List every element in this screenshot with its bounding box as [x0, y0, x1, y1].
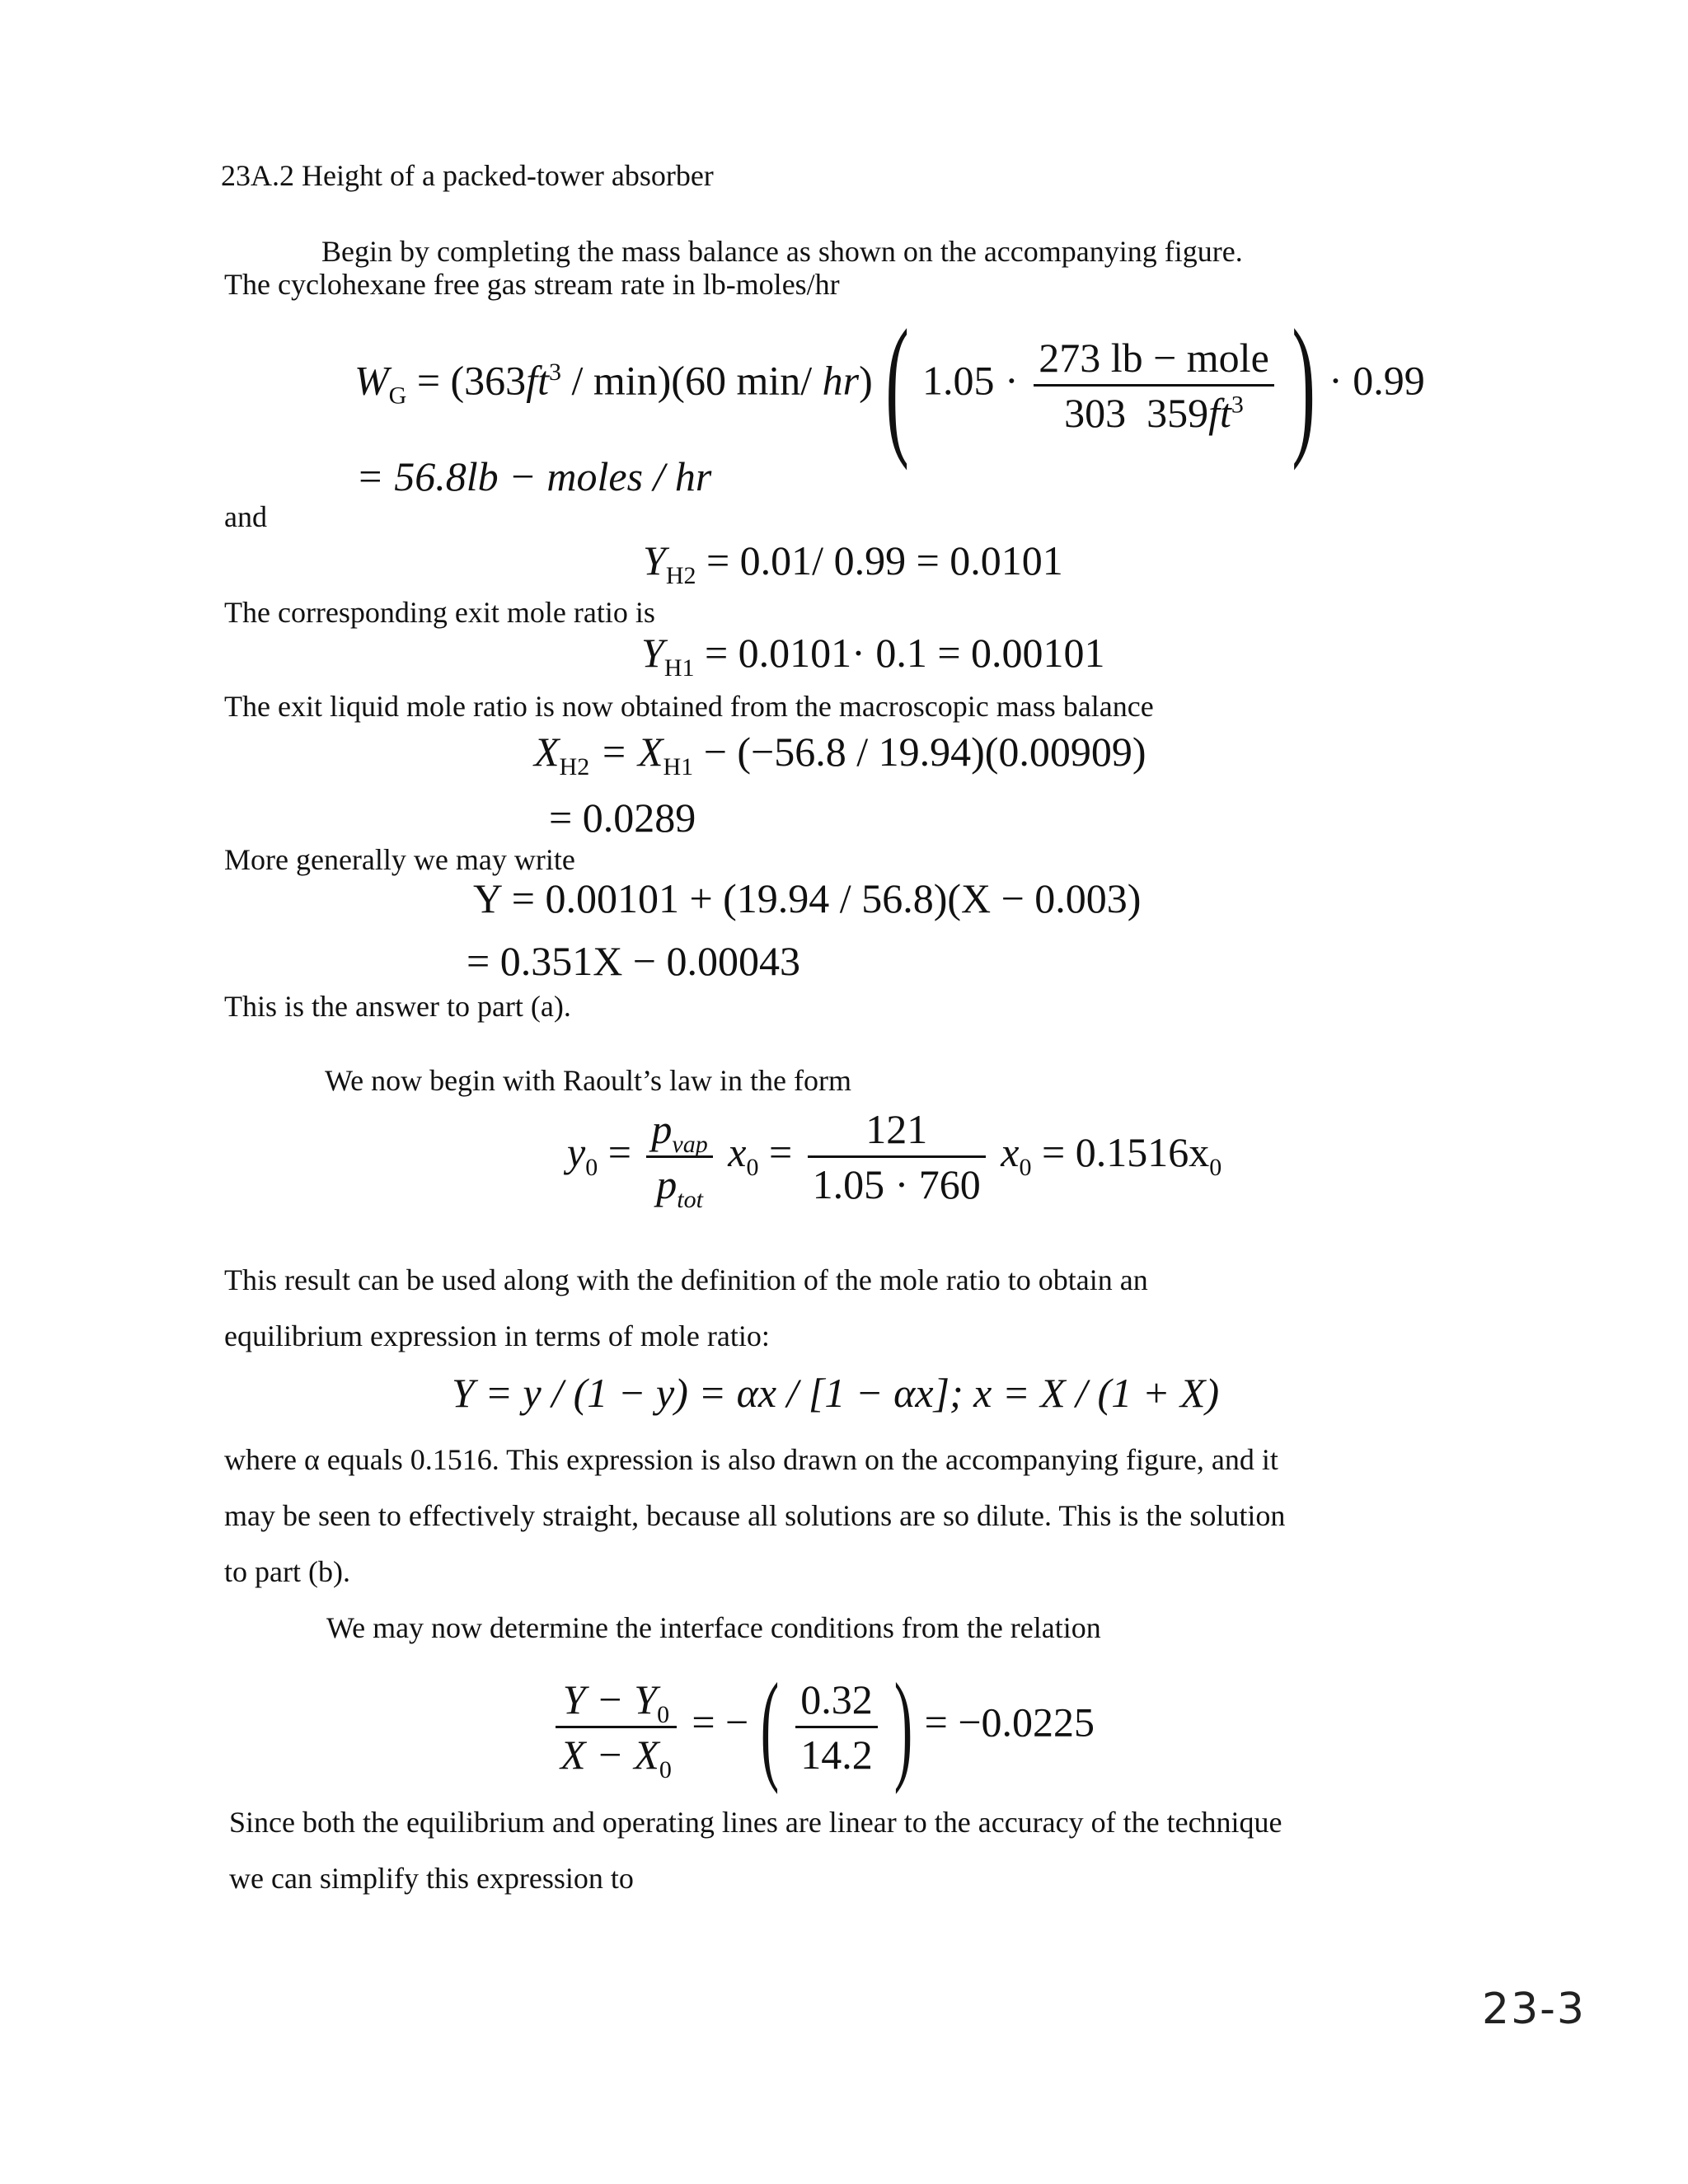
- eq-symbol: X: [534, 729, 560, 775]
- eq-subscript: tot: [677, 1186, 703, 1213]
- fraction-numerator: [556, 1676, 677, 1728]
- eq-text: = −0.0225: [924, 1699, 1095, 1746]
- equation-raoult: [567, 1106, 1222, 1213]
- eq-symbol: p: [656, 1161, 678, 1207]
- paragraph-line: to part (b).: [224, 1555, 350, 1588]
- close-paren-large: ): [1292, 298, 1316, 471]
- equation-yh1: [641, 628, 1105, 682]
- eq-subscript: H1: [663, 753, 694, 780]
- equation-xh2: [534, 727, 1146, 780]
- eq-symbol: W: [354, 357, 389, 404]
- paragraph-line: we can simplify this expression to: [229, 1862, 634, 1895]
- paragraph-line: The cyclohexane free gas stream rate in lb-moles/hr: [224, 268, 840, 301]
- paragraph-line: equilibrium expression in terms of mole ratio:: [224, 1319, 770, 1352]
- eq-text: =: [768, 1128, 793, 1175]
- fraction-numeric: [808, 1106, 986, 1207]
- eq-subscript: 0: [659, 1755, 672, 1783]
- fraction-denominator: [646, 1158, 712, 1213]
- eq-text: Y − Y: [562, 1675, 658, 1722]
- eq-text: / min)(60 min/: [571, 357, 813, 404]
- eq-symbol: x: [728, 1128, 747, 1175]
- eq-symbol: hr: [822, 357, 860, 404]
- eq-text: = (363: [416, 357, 527, 404]
- eq-text: = 0.0101· 0.1 = 0.00101: [704, 630, 1105, 676]
- paragraph-line: and: [224, 500, 267, 533]
- equation-equilibrium: [452, 1368, 1219, 1418]
- paragraph-line: Begin by completing the mass balance as shown on the accompanying figure.: [321, 235, 1243, 268]
- eq-text: X − X: [560, 1731, 659, 1778]
- paragraph-line: The exit liquid mole ratio is now obtained from the macroscopic mass balance: [224, 690, 1154, 723]
- fraction-pressure: [646, 1106, 712, 1213]
- eq-text: = −: [692, 1699, 749, 1746]
- equation-yh2: [643, 536, 1063, 589]
- equation-operating-line: Y = 0.00101 + (19.94 / 56.8)(X − 0.003): [473, 875, 1142, 921]
- eq-subscript: H2: [559, 753, 590, 780]
- section-heading: 23A.2 Height of a packed-tower absorber: [221, 159, 714, 192]
- eq-text: 359: [1146, 389, 1209, 436]
- paragraph-line: The corresponding exit mole ratio is: [224, 596, 655, 629]
- eq-subscript: 0: [585, 1153, 598, 1181]
- eq-text: − (−56.8 / 19.94)(0.00909): [703, 729, 1146, 775]
- eq-subscript: 0: [746, 1153, 759, 1181]
- eq-symbol: y: [567, 1128, 586, 1175]
- equation-wg: [354, 298, 1425, 471]
- eq-text: Y = y / (1 − y) = αx / [1 − αx]; x = X / (1 + X): [452, 1370, 1220, 1416]
- eq-subscript: H1: [663, 654, 695, 682]
- fraction-numerator: 121: [808, 1106, 986, 1158]
- eq-text: ): [859, 357, 873, 404]
- fraction-numerator: 273 lb − mole: [1034, 335, 1274, 387]
- page-number: 23-3: [1482, 1985, 1587, 2034]
- eq-symbol: ft: [1208, 389, 1231, 436]
- eq-subscript: 0: [1019, 1153, 1032, 1181]
- eq-symbol: p: [651, 1106, 673, 1152]
- open-paren-large: (: [760, 1658, 779, 1795]
- eq-text: = 0.1516x: [1042, 1128, 1210, 1175]
- fraction-denominator: [556, 1728, 677, 1783]
- paragraph-line: This is the answer to part (a).: [224, 990, 571, 1023]
- paragraph-line: may be seen to effectively straight, because all solutions are so dilute. This is the solution: [224, 1499, 1286, 1532]
- eq-text: · 0.99: [1329, 357, 1425, 404]
- eq-symbol: ft: [526, 357, 549, 404]
- fraction-ratio: [795, 1676, 878, 1778]
- eq-text: 303: [1064, 389, 1127, 436]
- paragraph-line: where α equals 0.1516. This expression is also drawn on the accompanying figure, and it: [224, 1443, 1278, 1476]
- paragraph-line: Since both the equilibrium and operating lines are linear to the accuracy of the technique: [229, 1806, 1282, 1839]
- eq-superscript: 3: [548, 358, 561, 386]
- fraction-numerator: [646, 1106, 712, 1158]
- eq-subscript: H2: [665, 562, 696, 589]
- equation-xh2-result: = 0.0289: [549, 794, 696, 841]
- eq-text: = 56.8lb − moles / hr: [356, 453, 712, 499]
- fraction-slope: [556, 1675, 677, 1783]
- equation-operating-line-result: = 0.351X − 0.00043: [467, 938, 801, 984]
- open-paren-large: (: [885, 298, 910, 471]
- eq-text: = 0.01/ 0.99 = 0.0101: [706, 537, 1063, 583]
- paragraph-line: We now begin with Raoult’s law in the form: [325, 1064, 851, 1097]
- eq-subscript: 0: [657, 1700, 670, 1728]
- eq-subscript: 0: [1209, 1153, 1222, 1181]
- fraction-denominator: 1.05 · 760: [812, 1161, 981, 1207]
- eq-subscript: G: [388, 382, 407, 410]
- fraction-denominator: 14.2: [800, 1731, 873, 1778]
- eq-symbol: Y: [641, 630, 664, 676]
- eq-subscript: vap: [672, 1131, 708, 1158]
- paragraph-line: More generally we may write: [224, 843, 575, 876]
- fraction-denominator: [1034, 387, 1274, 436]
- fraction-molar-volume: [1034, 335, 1274, 436]
- eq-superscript: 3: [1231, 390, 1244, 418]
- eq-symbol: x: [1001, 1128, 1020, 1175]
- eq-symbol: Y: [643, 537, 666, 583]
- paragraph-line: This result can be used along with the definition of the mole ratio to obtain an: [224, 1263, 1148, 1296]
- close-paren-large: ): [893, 1658, 913, 1795]
- equation-wg-result: [356, 452, 711, 501]
- eq-text: 1.05 ·: [922, 357, 1019, 404]
- eq-text: =: [607, 1128, 631, 1175]
- paragraph-line: We may now determine the interface conditions from the relation: [326, 1611, 1101, 1644]
- eq-text: = X: [599, 729, 663, 775]
- equation-interface: [551, 1658, 1095, 1795]
- fraction-numerator: 0.32: [795, 1676, 878, 1728]
